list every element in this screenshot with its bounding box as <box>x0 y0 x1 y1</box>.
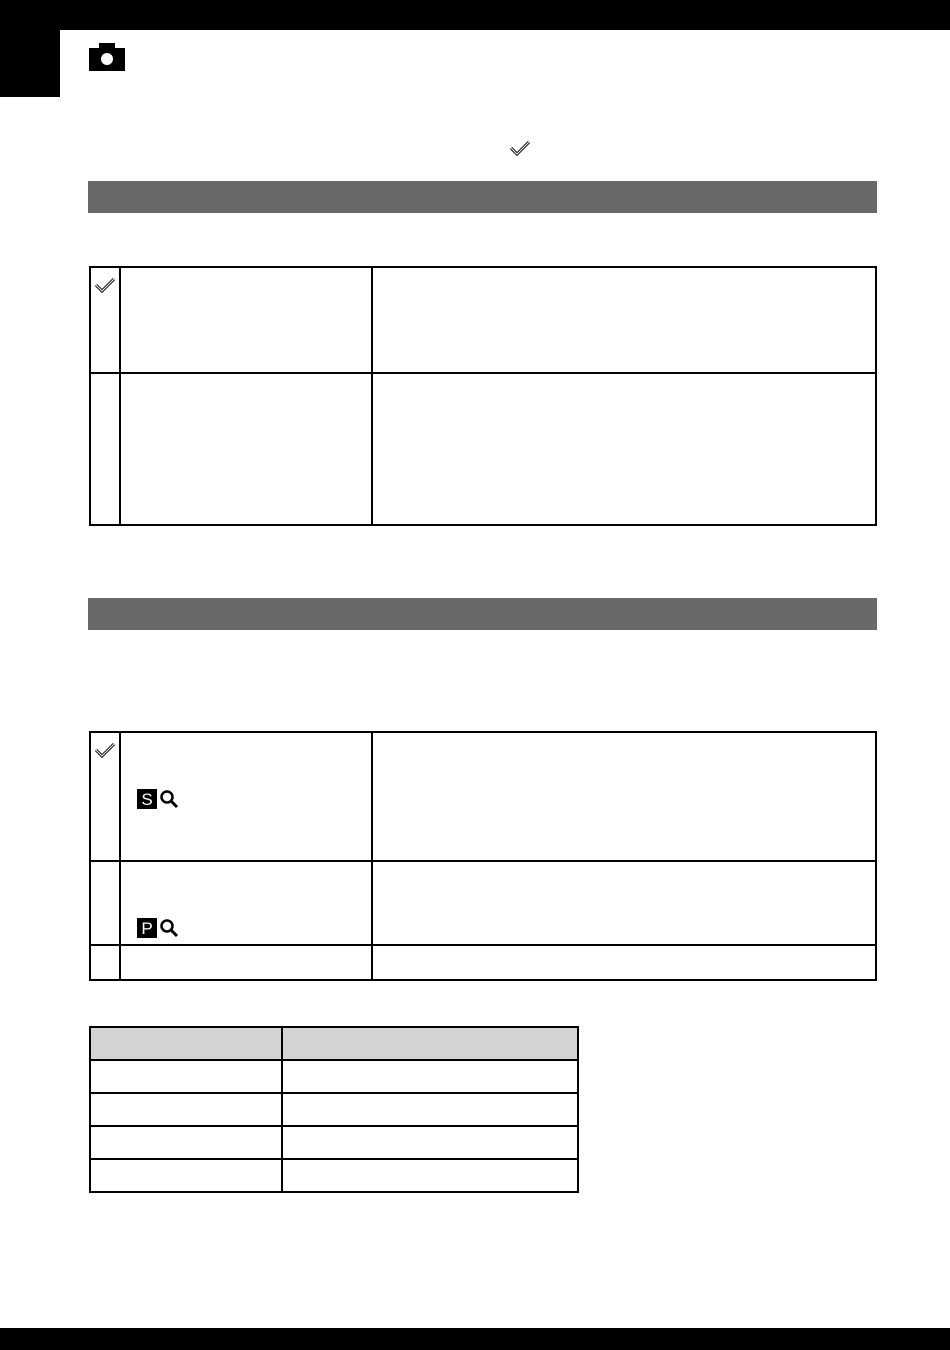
table-cell <box>282 1126 578 1159</box>
table-row <box>90 1060 578 1093</box>
table-cell <box>90 1159 282 1192</box>
option-description-cell <box>372 861 876 945</box>
check-icon <box>94 741 116 759</box>
default-marker-cell <box>90 373 120 525</box>
default-marker-cell <box>90 732 120 861</box>
reference-table <box>89 1026 579 1193</box>
table-cell <box>282 1159 578 1192</box>
section-heading-bar-2 <box>88 598 877 630</box>
option-name-cell <box>120 732 372 861</box>
table-row <box>90 1159 578 1192</box>
s-magnifier-icon <box>137 788 181 815</box>
check-icon <box>509 139 531 162</box>
option-description-cell <box>372 945 876 980</box>
table-row <box>90 861 876 945</box>
table-row <box>90 267 876 373</box>
table-row <box>90 373 876 525</box>
table-header-row <box>90 1027 578 1060</box>
settings-table-2 <box>89 731 877 981</box>
settings-table-1 <box>89 266 877 526</box>
table-cell <box>90 1093 282 1126</box>
check-icon <box>94 276 116 294</box>
option-description-cell <box>372 732 876 861</box>
bottom-black-bar <box>0 1328 950 1350</box>
default-marker-cell <box>90 267 120 373</box>
option-description-cell <box>372 373 876 525</box>
option-description-cell <box>372 267 876 373</box>
table-row <box>90 732 876 861</box>
section-tab-block <box>0 0 60 97</box>
table-cell <box>90 1126 282 1159</box>
default-marker-cell <box>90 861 120 945</box>
table-cell <box>282 1060 578 1093</box>
option-name-cell <box>120 945 372 980</box>
option-name-cell <box>120 373 372 525</box>
option-name-cell <box>120 267 372 373</box>
top-black-bar <box>0 0 950 30</box>
table-header-cell <box>282 1027 578 1060</box>
option-name-cell <box>120 861 372 945</box>
p-magnifier-icon <box>137 917 181 944</box>
table-row <box>90 1093 578 1126</box>
table-header-cell <box>90 1027 282 1060</box>
camera-icon <box>88 42 126 77</box>
section-heading-bar-1 <box>88 181 877 213</box>
table-cell <box>90 1060 282 1093</box>
table-cell <box>282 1093 578 1126</box>
default-marker-cell <box>90 945 120 980</box>
table-row <box>90 945 876 980</box>
svg-text:P: P <box>141 919 153 938</box>
svg-text:S: S <box>141 790 153 809</box>
table-row <box>90 1126 578 1159</box>
